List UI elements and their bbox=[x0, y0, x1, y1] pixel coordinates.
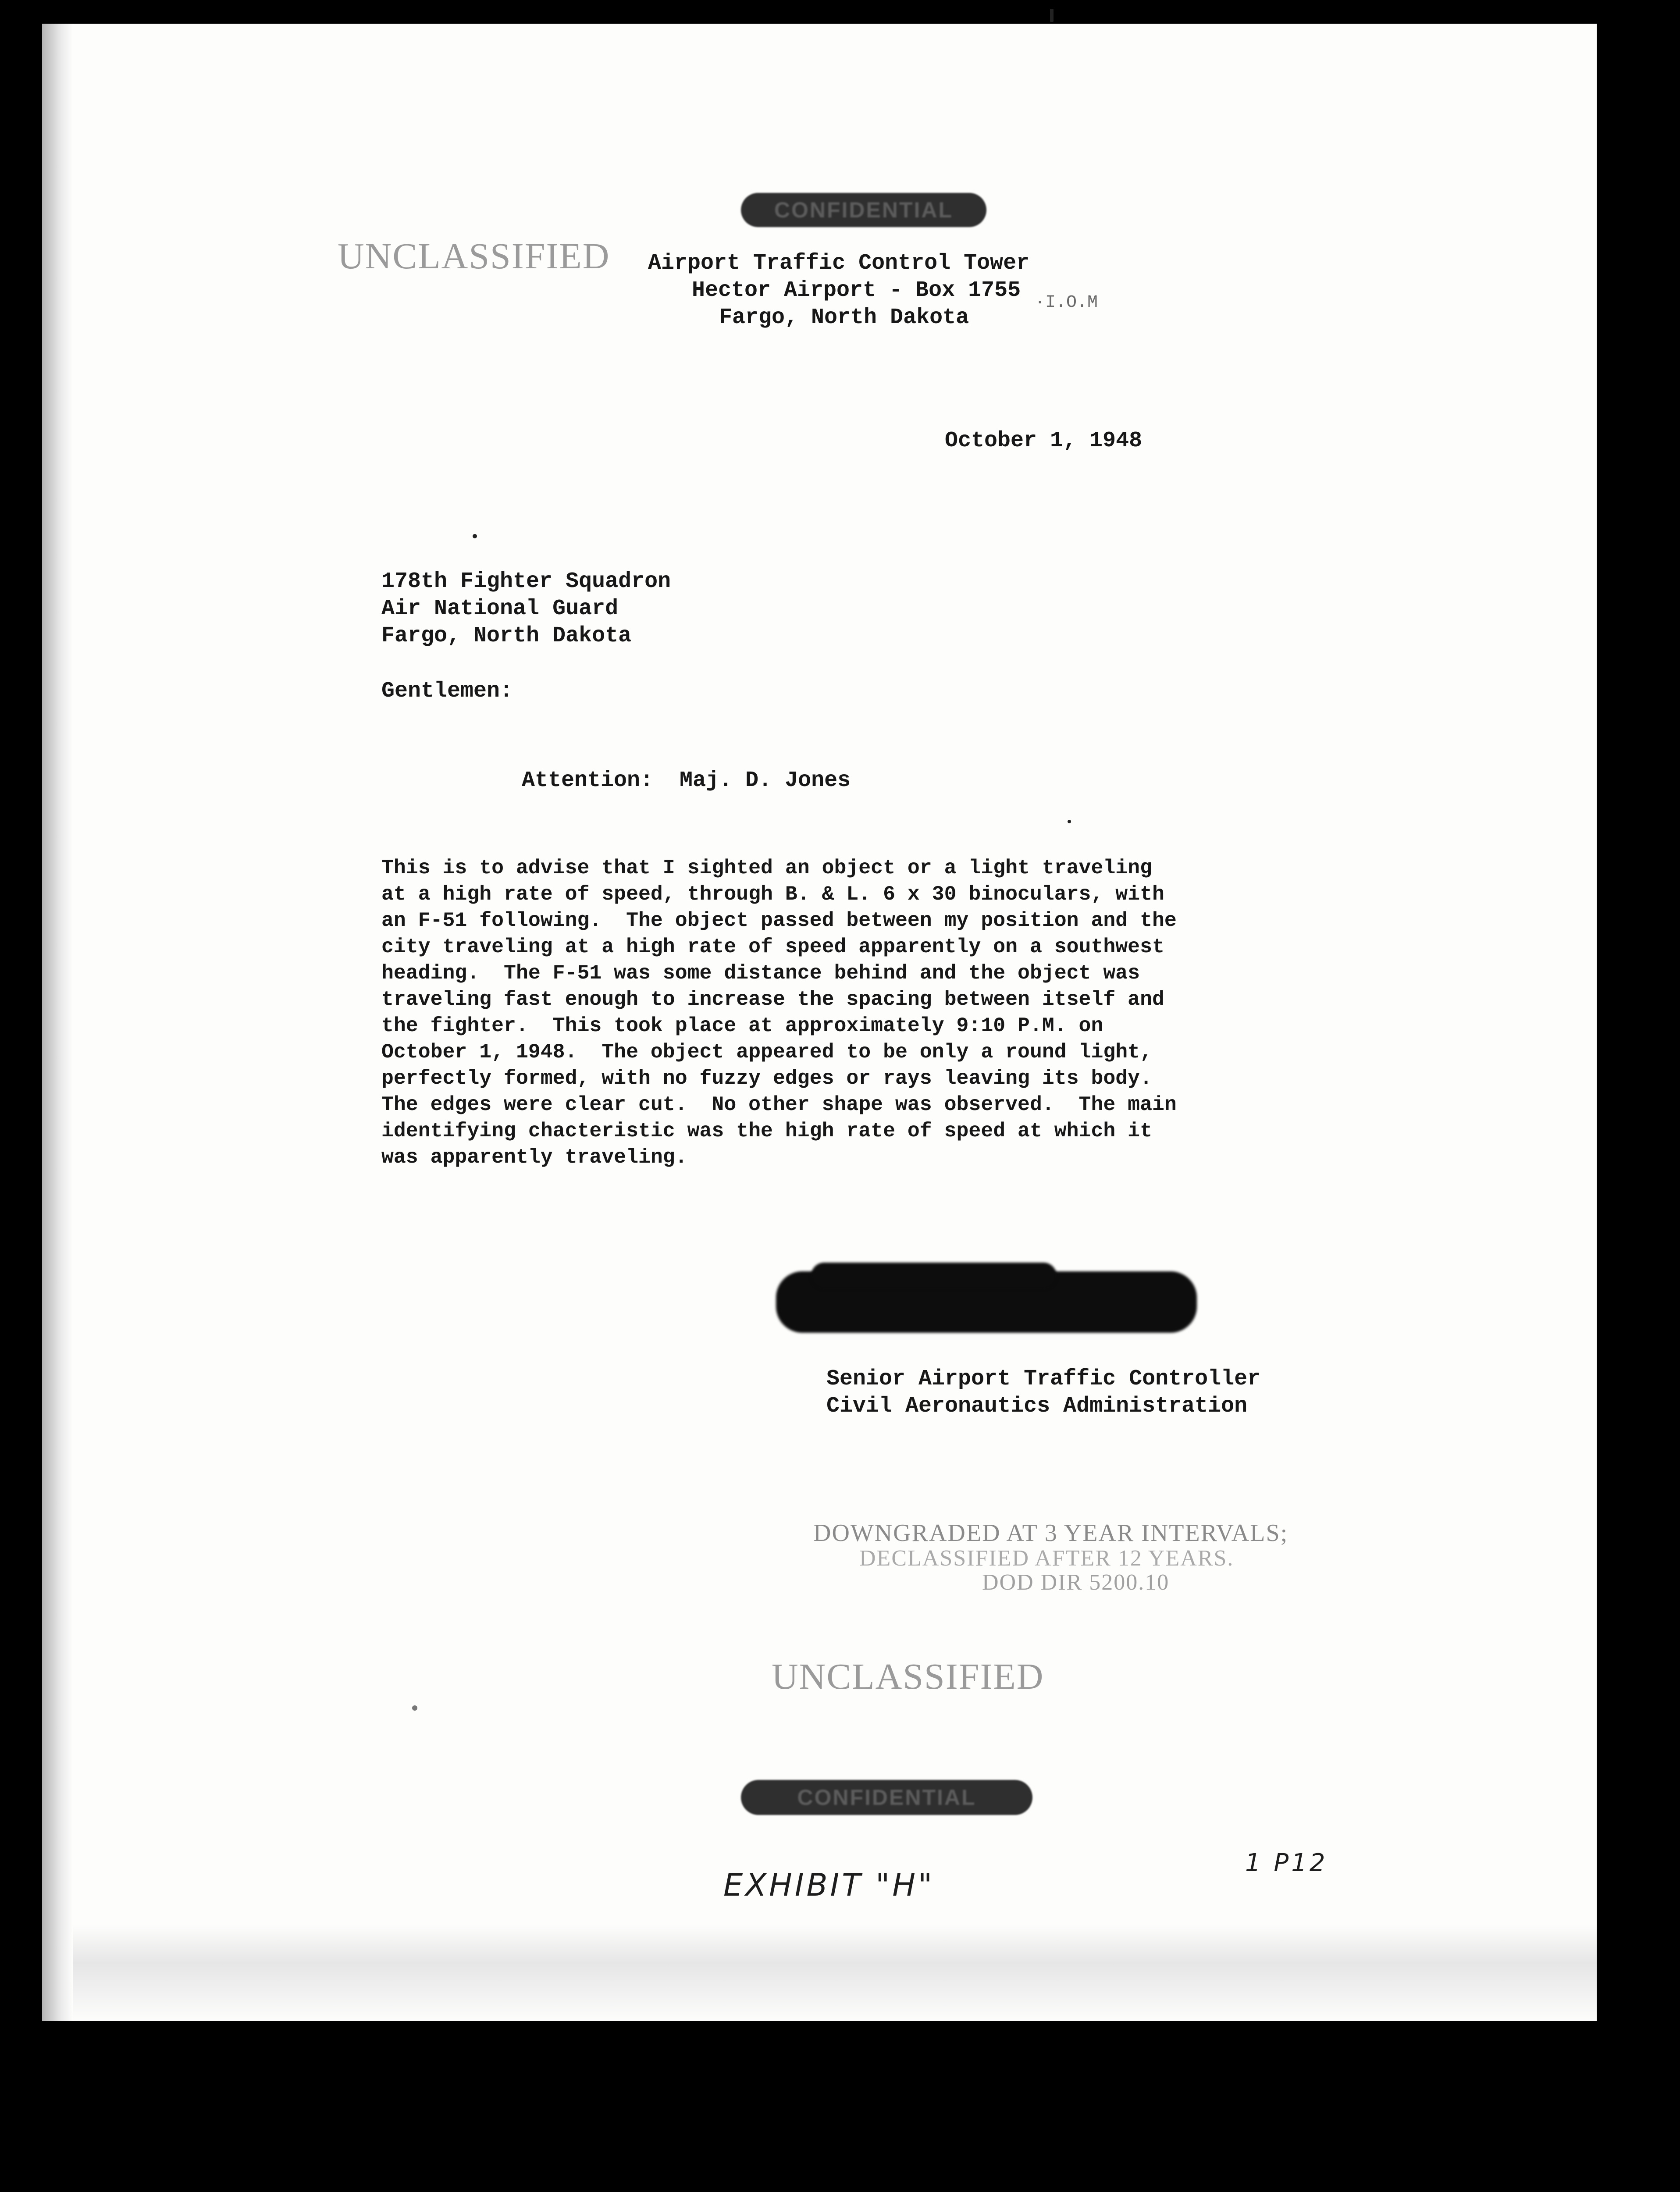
recipient-line-3: Fargo, North Dakota bbox=[381, 623, 632, 648]
body-line: identifying chacteristic was the high rate of speed at which it bbox=[381, 1119, 1152, 1142]
letterhead-line-1: Airport Traffic Control Tower bbox=[648, 251, 1030, 276]
page-bottom-scan-strip bbox=[73, 1925, 1597, 2021]
confidential-stamp-top: CONFIDENTIAL bbox=[741, 193, 986, 227]
downgrade-stamp-line-1: DOWNGRADED AT 3 YEAR INTERVALS; bbox=[813, 1519, 1288, 1547]
scan-speck bbox=[1050, 9, 1054, 22]
body-line: The edges were clear cut. No other shape was observed. The main bbox=[381, 1093, 1177, 1116]
body-line: an F-51 following. The object passed between my position and the bbox=[381, 909, 1177, 932]
unclassified-stamp-top: UNCLASSIFIED bbox=[338, 236, 610, 277]
body-line: at a high rate of speed, through B. & L. 6 x 30 binoculars, with bbox=[381, 882, 1164, 906]
body-line: the fighter. This took place at approximately 9:10 P.M. on bbox=[381, 1014, 1103, 1037]
body-line: This is to advise that I sighted an object or a light traveling bbox=[381, 856, 1152, 879]
confidential-stamp-bottom: CONFIDENTIAL bbox=[741, 1780, 1032, 1815]
signature-title-line-1: Senior Airport Traffic Controller bbox=[826, 1366, 1261, 1391]
letter-date: October 1, 1948 bbox=[945, 428, 1143, 453]
attention-line: Attention: Maj. D. Jones bbox=[522, 768, 851, 793]
body-line: traveling fast enough to increase the spacing between itself and bbox=[381, 988, 1164, 1011]
salutation: Gentlemen: bbox=[381, 679, 513, 704]
letterhead-line-2: Hector Airport - Box 1755 bbox=[692, 278, 1021, 303]
downgrade-stamp-line-2: DECLASSIFIED AFTER 12 YEARS. bbox=[859, 1546, 1234, 1571]
body-line: city traveling at a high rate of speed apparently on a southwest bbox=[381, 935, 1164, 958]
body-line: was apparently traveling. bbox=[381, 1146, 687, 1169]
letterhead-line-3: Fargo, North Dakota bbox=[719, 305, 969, 330]
scan-speck bbox=[412, 1705, 417, 1711]
letterhead-margin-mark: ·I.O.M bbox=[1035, 293, 1098, 313]
signature-title-line-2: Civil Aeronautics Administration bbox=[826, 1394, 1248, 1419]
body-line: perfectly formed, with no fuzzy edges or rays leaving its body. bbox=[381, 1067, 1152, 1090]
scan-speck bbox=[1068, 820, 1071, 823]
exhibit-label: EXHIBIT "H" bbox=[723, 1867, 935, 1903]
redacted-signature-tail bbox=[811, 1263, 1057, 1289]
page-mark: 1 P12 bbox=[1245, 1849, 1328, 1877]
body-line: heading. The F-51 was some distance behind and the object was bbox=[381, 961, 1140, 985]
body-line: October 1, 1948. The object appeared to be only a round light, bbox=[381, 1040, 1152, 1064]
recipient-line-2: Air National Guard bbox=[381, 596, 619, 621]
recipient-line-1: 178th Fighter Squadron bbox=[381, 569, 671, 594]
downgrade-stamp-line-3: DOD DIR 5200.10 bbox=[982, 1570, 1170, 1595]
unclassified-stamp-bottom: UNCLASSIFIED bbox=[772, 1656, 1044, 1697]
page-edge-shadow bbox=[42, 24, 73, 2021]
scan-speck bbox=[473, 534, 477, 538]
